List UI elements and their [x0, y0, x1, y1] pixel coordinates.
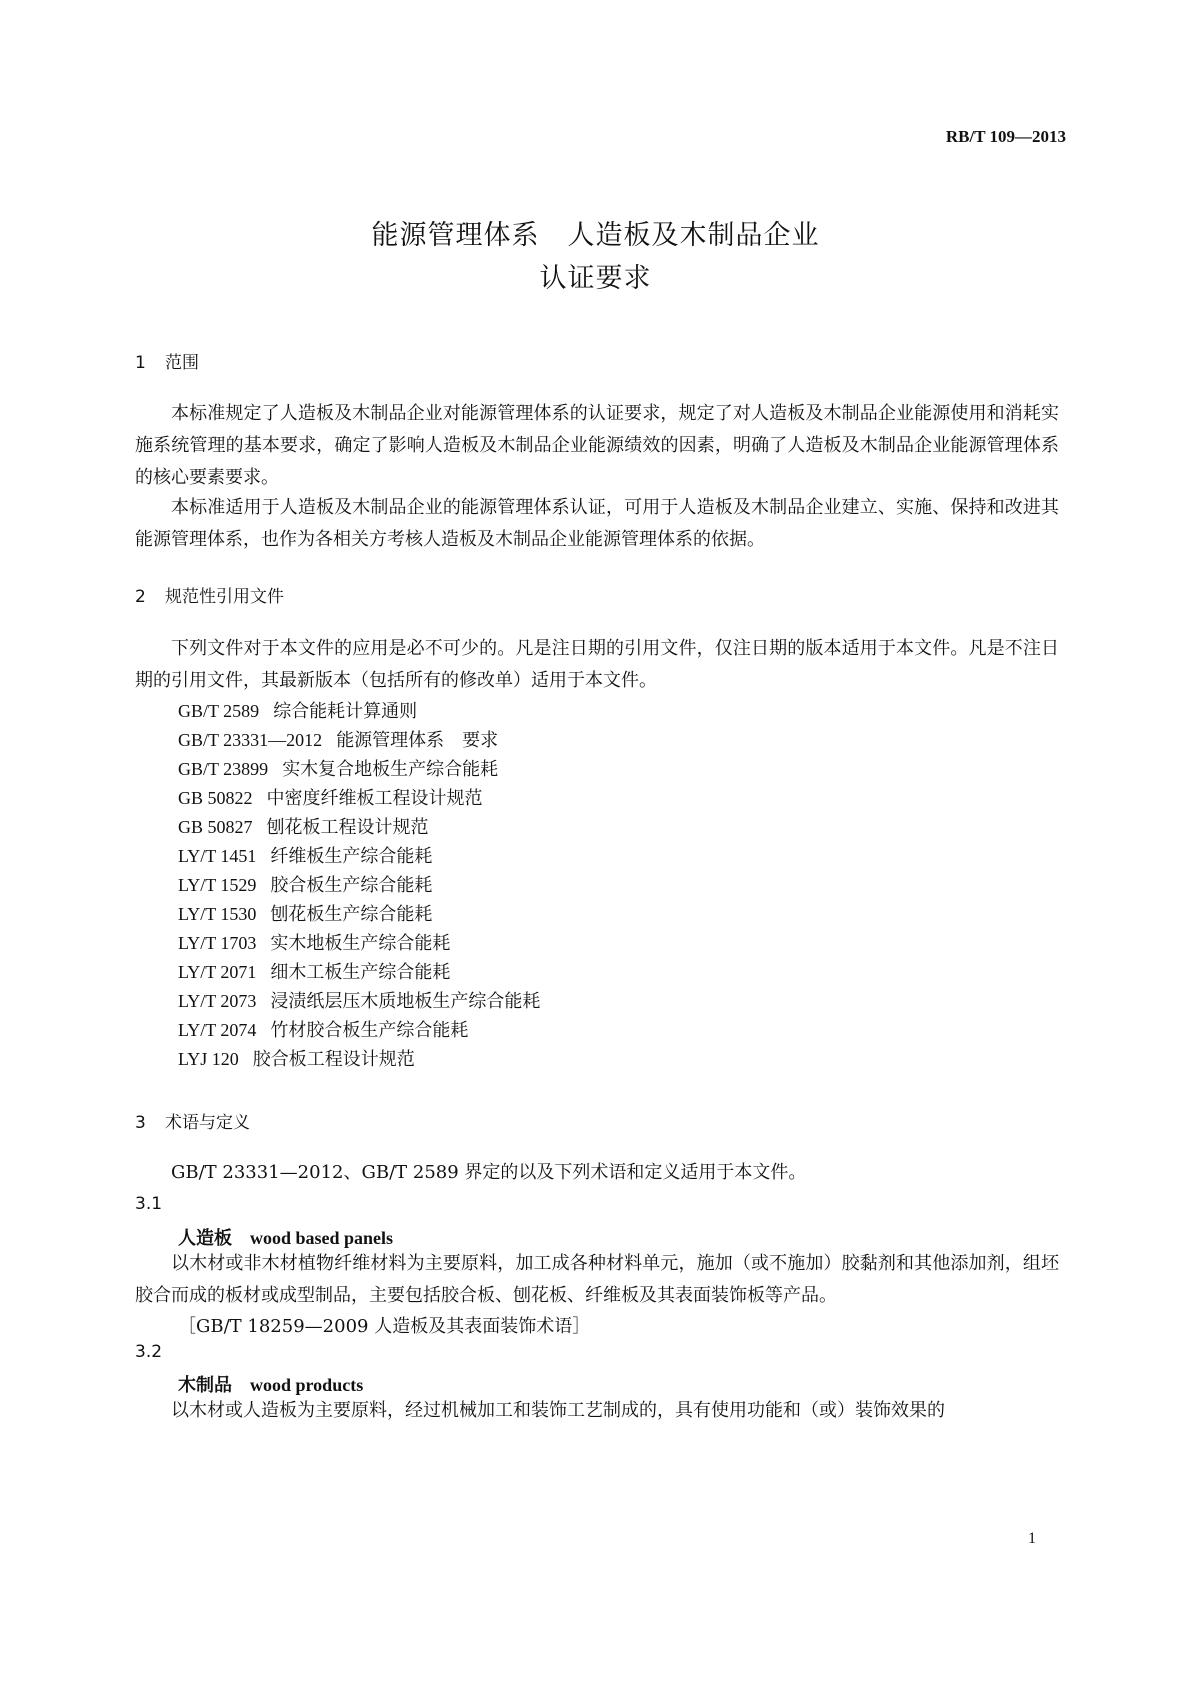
- reference-title: 刨花板生产综合能耗: [270, 904, 433, 925]
- reference-title: 胶合板工程设计规范: [252, 1049, 415, 1070]
- reference-code: LY/T 2071: [178, 962, 257, 982]
- term-definition: 以木材或非木材植物纤维材料为主要原料，加工成各种材料单元，施加（或不施加）胶黏剂和其他添加剂，组坯胶合而成的板材或成型制品，主要包括胶合板、刨花板、纤维板及其表面装饰板等产品。: [135, 1253, 1059, 1306]
- reference-code: GB/T 2589: [178, 701, 260, 721]
- reference-item: [178, 697, 417, 723]
- reference-item: [178, 1045, 415, 1071]
- reference-code: LY/T 2074: [178, 1020, 257, 1040]
- term-number: 3.2: [135, 1342, 163, 1362]
- section-title: 规范性引用文件: [165, 587, 284, 607]
- reference-item: [178, 871, 432, 897]
- standard-code: RB/T 109—2013: [945, 127, 1066, 146]
- reference-title: 实木复合地板生产综合能耗: [282, 759, 499, 780]
- reference-title: 能源管理体系 要求: [336, 730, 499, 751]
- section-title: 术语与定义: [165, 1113, 250, 1133]
- section-number: 3: [135, 1113, 146, 1133]
- term-chinese: 木制品: [178, 1375, 232, 1396]
- reference-code: LY/T 1703: [178, 933, 257, 953]
- reference-item: [178, 842, 432, 868]
- reference-item: [178, 987, 540, 1013]
- reference-item: [178, 755, 498, 781]
- reference-code: LY/T 1530: [178, 904, 257, 924]
- page-number: 1: [1028, 1530, 1036, 1547]
- section-heading: [135, 348, 199, 373]
- reference-code: GB/T 23331—2012: [178, 730, 323, 750]
- reference-code: GB 50827: [178, 817, 253, 837]
- reference-title: 中密度纤维板工程设计规范: [266, 788, 483, 809]
- document-title: 能源管理体系 人造板及木制品企业: [371, 220, 820, 251]
- reference-title: 纤维板生产综合能耗: [270, 846, 433, 867]
- section-number: 1: [135, 353, 146, 373]
- reference-code: GB/T 23899: [178, 759, 269, 779]
- reference-code: LY/T 2073: [178, 991, 257, 1011]
- term-number: 3.1: [135, 1194, 163, 1214]
- reference-code: LY/T 1529: [178, 875, 257, 895]
- section-heading: [135, 1108, 250, 1133]
- paragraph: 下列文件对于本文件的应用是必不可少的。凡是注日期的引用文件，仅注日期的版本适用于本文件。凡是不注日期的引用文件，其最新版本（包括所有的修改单）适用于本文件。: [135, 638, 1059, 691]
- reference-item: [178, 958, 450, 984]
- reference-title: 细木工板生产综合能耗: [270, 962, 451, 983]
- paragraph: 本标准规定了人造板及木制品企业对能源管理体系的认证要求，规定了对人造板及木制品企业能源使用和消耗实施系统管理的基本要求，确定了影响人造板及木制品企业能源绩效的因素，明确了人造板及木制品企业能源管理体系的核心要素要求。: [135, 403, 1059, 488]
- section-heading: [135, 582, 284, 607]
- reference-item: [178, 726, 498, 752]
- paragraph: 本标准适用于人造板及木制品企业的能源管理体系认证，可用于人造板及木制品企业建立、实施、保持和改进其能源管理体系，也作为各相关方考核人造板及木制品企业能源管理体系的依据。: [135, 497, 1059, 550]
- term-definition: 以木材或人造板为主要原料，经过机械加工和装饰工艺制成的，具有使用功能和（或）装饰效果的: [171, 1400, 945, 1421]
- reference-title: 竹材胶合板生产综合能耗: [270, 1020, 469, 1041]
- term-entry: [178, 1224, 393, 1250]
- reference-title: 刨花板工程设计规范: [266, 817, 429, 838]
- reference-title: 胶合板生产综合能耗: [270, 875, 433, 896]
- section-number: 2: [135, 587, 146, 607]
- term-english: wood based panels: [250, 1228, 394, 1248]
- reference-item: [178, 929, 450, 955]
- document-subtitle: 认证要求: [539, 263, 652, 294]
- term-entry: [178, 1371, 363, 1397]
- term-source: ［GB/T 18259—2009 人造板及其表面装饰术语］: [178, 1316, 591, 1337]
- reference-title: 浸渍纸层压木质地板生产综合能耗: [270, 991, 541, 1012]
- reference-code: LYJ 120: [178, 1049, 239, 1069]
- reference-item: [178, 784, 483, 810]
- term-chinese: 人造板: [178, 1228, 232, 1249]
- reference-item: [178, 813, 429, 839]
- paragraph: GB/T 23331—2012、GB/T 2589 界定的以及下列术语和定义适用于本文件。: [171, 1162, 807, 1183]
- reference-item: [178, 1016, 468, 1042]
- reference-item: [178, 900, 432, 926]
- term-english: wood products: [250, 1375, 364, 1395]
- reference-code: GB 50822: [178, 788, 253, 808]
- section-title: 范围: [165, 353, 199, 373]
- reference-code: LY/T 1451: [178, 846, 257, 866]
- reference-title: 实木地板生产综合能耗: [270, 933, 451, 954]
- reference-title: 综合能耗计算通则: [273, 701, 418, 722]
